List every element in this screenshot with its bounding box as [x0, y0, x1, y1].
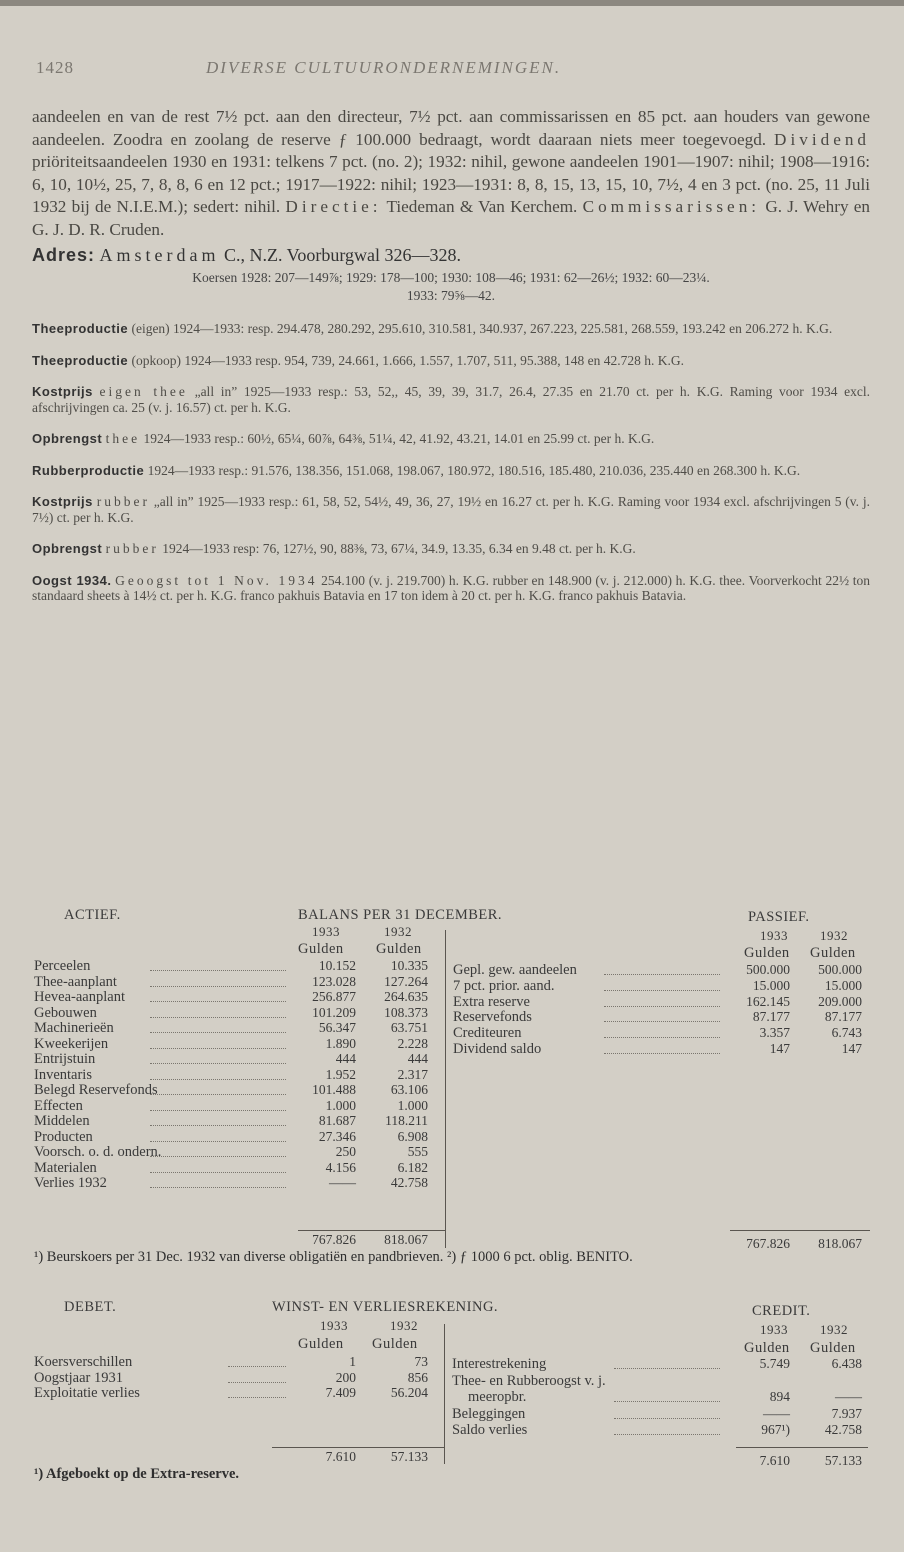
passief-row-value-1933: 500.000	[746, 962, 790, 977]
credit-row-label: Saldo verlies	[452, 1422, 528, 1438]
actief-row-value-1932: 6.182	[397, 1159, 428, 1175]
passief-row-label: Gepl. gew. aandeelen	[453, 962, 577, 978]
debet-total-1933: 7.610	[325, 1449, 356, 1464]
actief-row-value-1932: 444	[407, 1051, 428, 1066]
address-street: C., N.Z. Voorburgwal 326—328.	[224, 245, 462, 265]
actief-row-value-1932: 2.228	[397, 1035, 428, 1051]
balance-title: BALANS PER 31 DECEMBER.	[298, 907, 503, 923]
passief-unit-1933: Gulden	[744, 945, 790, 961]
actief-row-value-1933: 1.890	[325, 1035, 356, 1051]
balance-footnote: ¹) Beurskoers per 31 Dec. 1932 van diverse obligatiën en pandbrieven. ²) ƒ 1000 6 pct. oblig. BENITO.	[34, 1249, 633, 1265]
actief-row-value-1933: 56.347	[318, 1020, 356, 1035]
actief-row-value-1932: 6.908	[397, 1128, 428, 1144]
stat-text: „all in” 1925—1933 resp.: 61, 58, 52, 54½, 49, 36, 27, 19½ en 16.27 ct. per h. K.G. Raming voor 1934 excl. afschrijvingen 5 (v. j. 7½) ct. per h. K.G.	[32, 494, 871, 525]
passief-unit-1932: Gulden	[810, 945, 856, 961]
passief-row-value-1932: 209.000	[818, 993, 862, 1009]
actief-row-value-1933: 4.156	[325, 1159, 356, 1175]
actief-year-1933: 1933	[312, 924, 340, 939]
debet-unit-1932: Gulden	[372, 1336, 418, 1352]
debet-row-value-1932: 856	[407, 1369, 428, 1385]
stat-heading: Kostprijs	[32, 494, 93, 509]
stat-text: 1924—1933 resp.: 91.576, 138.356, 151.068, 198.067, 180.972, 180.516, 185.480, 210.036, 235.440 en 268.300 h. K.G.	[147, 462, 801, 478]
address-city: Amsterdam	[99, 245, 220, 265]
stat-heading: Oogst 1934.	[32, 572, 112, 588]
actief-row-value-1932: 63.106	[390, 1082, 428, 1097]
stat-text: 1924—1933 resp.: 60½, 65¼, 60⅞, 64⅜, 51¼, 42, 41.92, 43.21, 14.01 en 25.99 ct. per h. K.G.	[143, 431, 655, 446]
passief-year-1932: 1932	[820, 928, 848, 943]
debet-row-leader	[228, 1355, 286, 1367]
stat-text: „all in” 1925—1933 resp.: 53, 52,, 45, 39, 39, 31.7, 26.4, 27.35 en 21.70 ct. per h. K.G. Raming voor 1934 excl. afschrijvingen ca. 25 (v. j. 16.57) ct. per h. K.G.	[32, 384, 870, 415]
actief-row-value-1932: 63.751	[390, 1020, 428, 1035]
debet-total-1932: 57.133	[390, 1449, 428, 1464]
stat-spaced-term: rubber	[105, 541, 159, 556]
stat-text: 1924—1933 resp: 76, 127½, 90, 88⅜, 73, 67¼, 34.9, 13.35, 6.34 en 9.48 ct. per h. K.G.	[162, 541, 636, 556]
intro-text-1: aandeelen en van de rest 7½ pct. aan den directeur, 7½ pct. aan commissarissen en 85 pct. aan houders van gewone aandeelen. Zoodra en zoolang de reserve ƒ 100.000 bedraagt, wordt daaraan niets meer toegevoegd.	[32, 107, 870, 149]
actief-row-value-1932: 1.000	[397, 1097, 428, 1113]
credit-row-leader	[614, 1357, 720, 1369]
stat-spaced-term: thee	[105, 431, 141, 446]
actief-row-label: Voorsch. o. d. ondern.	[34, 1144, 162, 1160]
passief-label: PASSIEF.	[748, 909, 810, 925]
actief-unit-1933: Gulden	[298, 941, 344, 957]
stat-spaced-term: Geoogst tot 1 Nov. 1934	[115, 572, 318, 588]
actief-row-label: Middelen	[34, 1113, 90, 1129]
credit-row-label: Beleggingen	[452, 1405, 526, 1422]
credit-row-value-1932: 7.937	[831, 1405, 862, 1421]
passief-row-value-1932: 500.000	[818, 962, 862, 977]
passief-total-1933: 767.826	[746, 1236, 790, 1251]
debet-year-1933: 1933	[320, 1318, 348, 1333]
debet-row-leader	[228, 1371, 286, 1383]
debet-row-value-1932: 73	[414, 1354, 428, 1369]
debet-year-1932: 1932	[390, 1318, 418, 1333]
winst-footnote: ¹) Afgeboekt op de Extra-reserve.	[34, 1466, 240, 1482]
passief-total-1932: 818.067	[818, 1236, 862, 1251]
passief-row-value-1933: 162.145	[746, 993, 790, 1009]
winst-title: WINST- EN VERLIESREKENING.	[272, 1299, 499, 1315]
credit-row-value-1932: ——	[835, 1389, 862, 1404]
credit-row-value-1932: 42.758	[824, 1422, 862, 1437]
actief-unit-1932: Gulden	[376, 941, 422, 957]
passief-year-1933: 1933	[760, 928, 788, 943]
actief-row-value-1933: 1.000	[325, 1097, 356, 1113]
debet-row-value-1933: 1	[349, 1354, 356, 1369]
passief-row-label: Extra reserve	[453, 993, 530, 1010]
actief-row-value-1933: ——	[329, 1175, 356, 1190]
stat-heading: Opbrengst	[32, 541, 103, 556]
debet-row-label: Exploitatie verlies	[34, 1385, 140, 1401]
actief-row-label: Kweekerijen	[34, 1035, 109, 1052]
actief-row-value-1933: 27.346	[318, 1128, 356, 1144]
actief-row-value-1932: 2.317	[397, 1066, 428, 1082]
passief-row-label: Reservefonds	[453, 1009, 532, 1026]
stat-text: 254.100 (v. j. 219.700) h. K.G. rubber en 148.900 (v. j. 212.000) h. K.G. thee. Voorverkocht 22½ ton standaard sheets à 14½ ct. per h. K.G. franco pakhuis Batavia en 17 ton idem à 20 ct. per h. K.G. franco pakhuis Batavia.	[32, 572, 870, 603]
credit-year-1932: 1932	[820, 1322, 848, 1337]
stat-heading: Rubberproductie	[32, 462, 145, 478]
actief-row-value-1932: 127.264	[384, 973, 428, 989]
stat-heading: Kostprijs	[32, 384, 93, 399]
credit-unit-1933: Gulden	[744, 1340, 790, 1356]
page-number: 1428	[36, 58, 74, 77]
winst-divider	[444, 1324, 445, 1464]
actief-row-value-1932: 555	[407, 1144, 428, 1159]
debet-total-rule	[272, 1447, 444, 1448]
stat-spaced-term: rubber	[96, 494, 150, 509]
actief-row-label: Machinerieën	[34, 1020, 114, 1036]
credit-row-label: Thee- en Rubberoogst v. j.	[452, 1372, 606, 1389]
actief-row-label: Perceelen	[34, 958, 91, 974]
passief-row-label: 7 pct. prior. aand.	[453, 977, 555, 994]
actief-total-1932: 818.067	[384, 1232, 428, 1247]
credit-row-label: meeropbr.	[468, 1389, 527, 1405]
passief-row-value-1932: 15.000	[824, 977, 862, 993]
debet-row-value-1933: 200	[335, 1369, 356, 1385]
actief-row-value-1933: 444	[335, 1051, 356, 1066]
stat-heading: Opbrengst	[32, 431, 103, 446]
actief-row-value-1933: 81.687	[318, 1113, 356, 1128]
actief-row-label: Belegd Reservefonds	[34, 1082, 158, 1098]
actief-row-label: Verlies 1932	[34, 1175, 107, 1191]
credit-total-rule	[736, 1447, 868, 1448]
credit-year-1933: 1933	[760, 1322, 788, 1337]
credit-row-value-1933: 5.749	[759, 1356, 790, 1371]
directie-label: Directie:	[285, 197, 382, 216]
actief-year-1932: 1932	[384, 924, 412, 939]
actief-row-value-1932: 118.211	[385, 1113, 428, 1128]
credit-row-label: Interestrekening	[452, 1356, 547, 1372]
credit-row-value-1933: ——	[763, 1405, 790, 1421]
actief-row-value-1933: 10.152	[318, 958, 356, 973]
koersen-line-2: 1933: 79⅝—42.	[406, 288, 496, 303]
commissarissen-value: G. J. Wehry en G. J. D. R. Cruden.	[32, 197, 871, 239]
actief-row-value-1932: 264.635	[384, 989, 428, 1004]
actief-row-label: Inventaris	[34, 1066, 92, 1083]
running-title: DIVERSE CULTUURONDERNEMINGEN.	[206, 58, 562, 77]
debet-row-leader	[228, 1386, 286, 1398]
actief-row-label: Thee-aanplant	[34, 973, 117, 990]
actief-row-value-1932: 42.758	[390, 1175, 428, 1190]
credit-label: CREDIT.	[752, 1303, 811, 1319]
actief-row-value-1932: 10.335	[390, 958, 428, 973]
passief-row-label: Crediteuren	[453, 1025, 522, 1042]
actief-row-label: Effecten	[34, 1097, 83, 1114]
actief-row-value-1933: 256.877	[312, 989, 356, 1004]
stat-heading: Theeproductie	[32, 352, 129, 368]
debet-row-label: Oogstjaar 1931	[34, 1369, 123, 1386]
koersen-line-1: Koersen 1928: 207—149⅞; 1929: 178—100; 1930: 108—46; 1931: 62—26½; 1932: 60—23¼.	[192, 270, 710, 285]
actief-total-1933: 767.826	[312, 1232, 356, 1247]
stat-spaced-term: eigen thee	[99, 384, 188, 399]
credit-unit-1932: Gulden	[810, 1340, 856, 1356]
passief-row-value-1933: 3.357	[759, 1025, 790, 1041]
actief-row-label: Materialen	[34, 1159, 97, 1176]
actief-row-value-1932: 108.373	[384, 1004, 428, 1020]
actief-row-value-1933: 101.488	[312, 1082, 356, 1097]
credit-row-value-1932: 6.438	[831, 1356, 862, 1371]
credit-total-1933: 7.610	[759, 1453, 790, 1468]
credit-row-leader	[614, 1407, 720, 1419]
credit-row-leader	[614, 1423, 720, 1435]
passief-row-label: Dividend saldo	[453, 1041, 542, 1057]
debet-row-value-1932: 56.204	[390, 1385, 428, 1400]
debet-row-label: Koersverschillen	[34, 1354, 133, 1370]
debet-label: DEBET.	[64, 1299, 117, 1315]
intro-text-2: priöriteitsaandeelen 1930 en 1931: telkens 7 pct. (no. 2); 1932: nihil, gewone aandeelen 1901—1907: nihil; 1908—1916: 6, 10, 10½, 25, 7, 8, 8, 6 en 12 pct.; 1917—1922: nihil; 1923—1931: 8, 8, 15, 13, 15, 10, 7½, 4 en 3 pct. (no. 25, 11 Juli 1932 bij de N.I.E.M.); sedert: nihil.	[32, 152, 870, 216]
address-label: Adres:	[32, 245, 96, 265]
actief-label: ACTIEF.	[64, 907, 121, 923]
credit-row-value-1933: 967¹)	[761, 1422, 790, 1437]
debet-unit-1933: Gulden	[298, 1336, 344, 1352]
commissarissen-label: Commissarissen:	[582, 197, 761, 216]
actief-row-label: Hevea-aanplant	[34, 989, 125, 1005]
actief-row-value-1933: 101.209	[312, 1004, 356, 1020]
stat-text: (eigen) 1924—1933: resp. 294.478, 280.292, 295.610, 310.581, 340.937, 267.223, 225.581, 268.559, 193.242 en 206.272 h. K.G.	[131, 321, 833, 336]
credit-total-1932: 57.133	[824, 1453, 862, 1468]
actief-row-value-1933: 250	[335, 1144, 356, 1159]
stat-text: (opkoop) 1924—1933 resp. 954, 739, 24.661, 1.666, 1.557, 1.707, 511, 95.388, 148 en 42.728 h. K.G.	[131, 352, 685, 368]
debet-row-value-1933: 7.409	[325, 1385, 356, 1400]
passief-row-value-1932: 87.177	[824, 1009, 862, 1025]
passief-row-value-1933: 15.000	[752, 977, 790, 993]
actief-row-value-1933: 1.952	[325, 1066, 356, 1082]
credit-row-leader	[614, 1390, 720, 1402]
passief-row-value-1932: 147	[841, 1041, 862, 1056]
actief-row-label: Producten	[34, 1128, 93, 1145]
passief-row-value-1932: 6.743	[831, 1025, 862, 1041]
directie-value: Tiedeman & Van Kerchem.	[386, 197, 578, 216]
stat-heading: Theeproductie	[32, 321, 129, 336]
actief-row-value-1933: 123.028	[312, 973, 356, 989]
dividend-label: Dividend	[774, 129, 871, 149]
actief-row-label: Gebouwen	[34, 1004, 97, 1021]
credit-row-value-1933: 894	[769, 1389, 790, 1404]
actief-row-label: Entrijstuin	[34, 1051, 96, 1067]
passief-row-value-1933: 147	[769, 1041, 790, 1056]
passief-row-value-1933: 87.177	[752, 1009, 790, 1025]
